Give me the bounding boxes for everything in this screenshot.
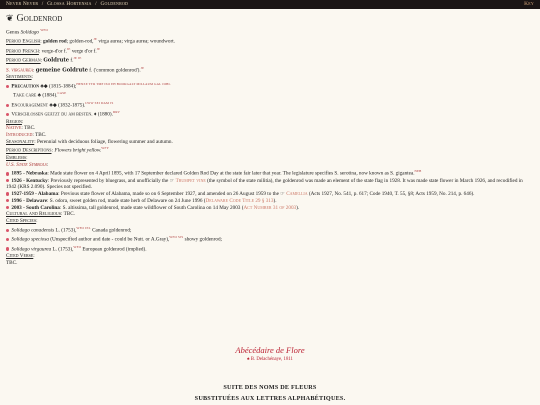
us-state-heading: U.S. State Symbols: (6, 161, 49, 168)
period-german-text: f. (69, 58, 74, 65)
period-english-text2: virga aurea; virga aurea; woundwort. (97, 39, 175, 46)
period-descriptions-value: : Flowers bright yellow. (51, 148, 102, 155)
state-text: : Previously represented by bluegrass, and unofficially the ☞ (47, 177, 176, 184)
genus-line (6, 27, 530, 36)
species-text: (Unspecified author and date - could be Nutt. or A.Gray), (49, 236, 170, 243)
breadcrumb-separator: / (41, 1, 44, 7)
cited-species-item (6, 244, 530, 253)
seasonality-label: Seasonality (6, 138, 35, 145)
citation-link[interactable]: JE (140, 65, 145, 70)
flower-icon: ❦ (6, 13, 14, 23)
state-year: 1926 - Kentucky (11, 177, 48, 184)
citation-link[interactable]: WFO SJS (169, 235, 184, 240)
state-text: : Previous state flower of Alabama, made so on 6 September 1927, and amended on 26 August 1959 to the ☞ (58, 191, 287, 198)
bullet-dot-icon (6, 104, 9, 107)
seasonality-value: : Perennial with deciduous foliage, flowering summer and autumn. (34, 138, 173, 145)
cited-species-heading: Cited Species: (6, 217, 38, 224)
citation-link[interactable]: WFO JEL (76, 225, 91, 230)
species-common: European goldenrod (implied). (81, 246, 147, 253)
state-year: 1996 - Delaware (11, 197, 48, 204)
period-german-label: Period German (6, 58, 41, 65)
breadcrumb-link-never-never[interactable]: Never Never (6, 1, 39, 7)
sentiment-name: Encouragement (11, 102, 49, 109)
page-title-text: Goldenrod (16, 13, 63, 24)
period-french-text: : verge-d'or f. (38, 48, 67, 55)
native-line (6, 125, 530, 132)
period-descriptions-line (6, 145, 530, 154)
species-text: L. (1753), (54, 227, 77, 234)
state-symbol-item (6, 168, 530, 177)
cited-verse-label: Cited Verse (6, 252, 34, 259)
region-label: Region (6, 118, 22, 125)
period-french-text2: verge d'or f. (70, 48, 97, 55)
citation-link[interactable]: JE JE (73, 56, 82, 61)
bullet-dot-icon (6, 206, 9, 209)
genus-name: Solidago (20, 29, 40, 36)
citation-link[interactable]: CASE (57, 91, 67, 96)
citation-link[interactable]: DRV (112, 110, 120, 115)
emblems-label: Emblems (6, 154, 27, 161)
genus-prefix: Genus (6, 29, 20, 36)
period-english-label: Period English (6, 39, 41, 46)
breadcrumb-separator: / (95, 1, 97, 7)
sentiment-item (6, 109, 530, 118)
seasonality-line (6, 139, 530, 146)
sentiment-extra: Take care ♣ (1884). (13, 93, 58, 100)
virgaurea-fraktur: gemeine Goldrute (35, 67, 88, 74)
cited-species-item (6, 225, 530, 234)
bullet-dot-icon (6, 179, 9, 182)
sentiment-name: Verschlossen geätzt du am besten. (11, 111, 93, 118)
citation-link[interactable]: WFO (73, 244, 82, 249)
state-text2: ). (296, 204, 300, 211)
footer-line-2: SUBSTITUÉES AUX LETTRES ALPHABÉTIQUES. (194, 395, 346, 402)
citation-link[interactable]: JE (93, 37, 98, 42)
bullet-dot-icon (6, 113, 9, 116)
period-english-line: Period English: golden rod; golden-rod,$^{JE}$ virga aurea; virga aurea; woundwort. (6, 37, 175, 46)
footer-title: Abécédaire de Flore (235, 345, 305, 355)
period-french-label: Period French (6, 48, 39, 55)
camellia-link[interactable]: Camellia (286, 191, 308, 198)
period-french-line (6, 46, 530, 55)
species-latin: Solidago speciosa (11, 236, 49, 243)
species-latin: Solidago canadensis (11, 227, 55, 234)
citation-link[interactable]: JE (66, 46, 71, 51)
cited-species-label: Cited Species (6, 217, 37, 224)
sentiment-subitem (6, 90, 530, 99)
introduced-line (6, 132, 530, 139)
virgaurea-text: f. ('common goldenrod'). (87, 67, 141, 74)
state-symbol-item (6, 191, 530, 198)
state-text: : Made state flower on 4 April 1895, with 17 September declared Golden Rod Day at the state fair later that year. The legislature specifies S. serotina, now known as S. gigantea. (47, 171, 415, 178)
period-english-bold: golden rod (43, 39, 67, 46)
citation-link[interactable]: HENZE TTR TMP ISO EH BOOKGALT MILLAUM GAL JOBL (76, 81, 171, 86)
sentiment-item (6, 81, 530, 90)
trumpet-vine-link[interactable]: Trumpet vine (175, 177, 206, 184)
page-title (6, 12, 530, 25)
breadcrumb (6, 0, 128, 9)
cultural-line (6, 211, 530, 218)
period-german-line: Period German: Goldrute f.$^{JE JE}$ (6, 56, 82, 65)
state-symbol-item (6, 198, 530, 205)
virgaurea-latin: S. virgaurea (6, 67, 33, 74)
citation-link[interactable]: JE (96, 46, 101, 51)
state-year: 1895 - Nebraska (11, 171, 48, 178)
sentiments-label: Sentiments (6, 74, 32, 81)
period-english-text: ; golden-rod, (66, 39, 94, 46)
sentiment-item (6, 100, 530, 109)
state-year: 2003 - South Carolina (11, 204, 60, 211)
act-number-link[interactable]: Act Number 31 of 2003 (243, 204, 297, 211)
key-link[interactable]: Key (524, 1, 534, 7)
footer-author: ♠ B. Delachénaye, 1811 (247, 357, 293, 362)
citation-link[interactable]: LWW SEI DAM JS (85, 100, 114, 105)
species-text: L. (1753), (51, 246, 74, 253)
cited-species-item (6, 234, 530, 243)
bullet-dot-icon (6, 199, 9, 202)
introduced-label: Introduced (6, 132, 33, 139)
cited-verse-heading: Cited Verse: (6, 252, 35, 259)
sentiment-suffix: ♦ (1880). (92, 111, 113, 118)
state-year: 1927-1959 - Alabama (11, 191, 59, 198)
period-german-fraktur: Goldrute (43, 58, 70, 65)
citation-link[interactable]: WFO (40, 28, 48, 32)
breadcrumb-link-glossa-hortensia[interactable]: Glossa Hortensia (47, 1, 92, 7)
cited-verse-value: TBC. (6, 259, 18, 266)
state-text2: (Acts 1927, No. 541, p. 617; Code 1940, T. 55, §8; Acts 1959, No. 214, p. 646). (307, 191, 475, 198)
cultural-label: Cultural and Religious (6, 211, 61, 218)
bullet-dot-icon (6, 229, 9, 232)
virgaurea-line (6, 65, 530, 74)
state-text2: (the symbol of the state militia), the goldenrod was made an element of the state flag in 1928. It was made state flower in March 1926, and recodified in 1942 (KRS 2.090). Species not specified. (6, 177, 523, 191)
introduced-value: : TBC. (32, 132, 47, 139)
sentiments-heading: Sentiments: (6, 74, 34, 81)
cultural-value: : TBC. (60, 211, 75, 218)
top-navigation-bar (0, 0, 540, 9)
bullet-dot-icon (6, 85, 9, 88)
state-text: : S. altissima, tall goldenrod, made state wildflower of South Carolina on 14 May 2003 ( (59, 204, 244, 211)
state-text2: ). (273, 197, 277, 204)
sentiment-name: Precaution (11, 83, 40, 90)
bullet-dot-icon (6, 247, 9, 250)
sentiment-suffix: ♣◆ (1832-1875). (48, 102, 86, 109)
state-symbol-item (6, 178, 530, 191)
us-state-label: U.S. State Symbols (6, 161, 47, 168)
species-latin: Solidago virgaurea (11, 246, 52, 253)
state-symbol-item (6, 205, 530, 212)
region-heading: Region: (6, 118, 24, 125)
citation-link[interactable]: NEB (414, 169, 422, 174)
bullet-dot-icon (6, 238, 9, 241)
native-value: : TBC. (21, 125, 36, 132)
state-text: : S. odora, sweet golden rod, made state herb of Delaware on 24 June 1996 ( (47, 197, 206, 204)
breadcrumb-current: Goldenrod (100, 1, 129, 7)
period-descriptions-label: Period Descriptions (6, 148, 52, 155)
native-label: Native (6, 125, 22, 132)
citation-link[interactable]: WFY (101, 146, 109, 151)
footer-line-1: SUITE DES NOMS DE FLEURS (223, 384, 317, 391)
emblems-heading: Emblems: (6, 154, 28, 161)
bullet-dot-icon (6, 172, 9, 175)
bullet-dot-icon (6, 192, 9, 195)
entry-content (6, 12, 530, 266)
species-common: Canada goldenrod; (90, 227, 132, 234)
delaware-code-link[interactable]: Delaware Code Title 29 § 313 (205, 197, 274, 204)
virgaurea-colon: : (32, 67, 35, 74)
sentiment-suffix: ♣◆ (1815-1884); (39, 83, 77, 90)
species-common: showy goldenrod; (183, 236, 222, 243)
